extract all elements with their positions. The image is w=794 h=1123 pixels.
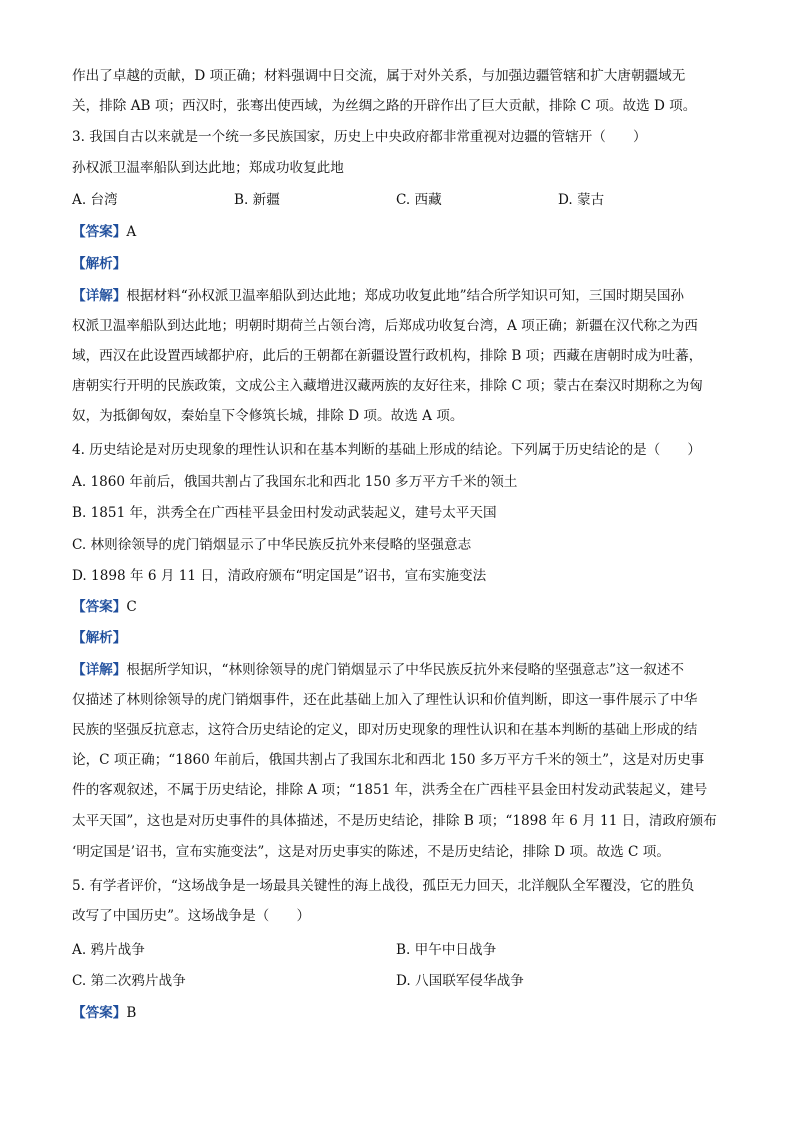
question-4-answer	[72, 597, 732, 617]
answer-label: 【答案】	[72, 1005, 127, 1021]
question-3-stem: 孙权派卫温率船队到达此地；郑成功收复此地	[72, 160, 344, 176]
question-3-detail	[72, 286, 732, 306]
question-5-stem: 5. 有学者评价，“这场战争是一场最具关键性的海上战役，孤臣无力回天，北洋舰队全军覆没，它的胜负	[72, 878, 695, 894]
question-4-detail	[72, 660, 732, 680]
question-5-option-a: A. 鸦片战争	[72, 942, 145, 958]
question-4-detail: 件的客观叙述，不属于历史结论，排除 A 项；“1851 年，洪秀全在广西桂平县金田村发动武装起义，建号	[72, 782, 708, 798]
intro-line: 关，排除 AB 项；西汉时，张骞出使西域，为丝绸之路的开辟作出了巨大贡献，排除 C 项。故选 D 项。	[72, 98, 697, 114]
answer-value: A	[126, 224, 137, 240]
question-4-detail: 仅描述了林则徐领导的虎门销烟事件，还在此基础上加入了理性认识和价值判断，即这一事件展示了中华	[72, 692, 698, 708]
answer-value: B	[126, 1005, 137, 1021]
question-5-option-c: C. 第二次鸦片战争	[72, 973, 186, 989]
question-4-stem: 4. 历史结论是对历史现象的理性认识和在基本判断的基础上形成的结论。下列属于历史结论的是（ ）	[72, 442, 702, 458]
detail-label: 【详解】	[72, 662, 127, 678]
question-4-detail: 论，C 项正确；“1860 年前后，俄国共割占了我国东北和西北 150 多万平方千米的领土”，这是对历史事	[72, 752, 705, 768]
question-5-stem: 改写了中国历史”。这场战争是（ ）	[72, 908, 311, 924]
question-3-detail: 奴，为抵御匈奴，秦始皇下令修筑长城，排除 D 项。故选 A 项。	[72, 408, 464, 424]
intro-line: 作出了卓越的贡献，D 项正确；材料强调中日交流，属于对外关系，与加强边疆管辖和扩大唐朝疆域无	[72, 68, 686, 84]
question-4-option-d: D. 1898 年 6 月 11 日，清政府颁布“明定国是”诏书，宣布实施变法	[72, 568, 487, 584]
detail-text: 根据材料“孙权派卫温率船队到达此地；郑成功收复此地”结合所学知识可知，三国时期吴国孙	[126, 288, 685, 304]
question-3-analysis	[72, 254, 732, 274]
question-3-option-d: D. 蒙古	[558, 192, 605, 208]
question-4-detail: 太平天国”，这也是对历史事件的具体描述，不是历史结论，排除 B 项；“1898 年 6 月 11 日，清政府颁布	[72, 813, 717, 829]
question-4-detail: 民族的坚强反抗意志，这符合历史结论的定义，即对历史现象的理性认识和在基本判断的基础上形成的结	[72, 722, 698, 738]
question-5-answer	[72, 1003, 732, 1023]
question-3-detail: 唐朝实行开明的民族政策，文成公主入藏增进汉藏两族的友好往来，排除 C 项；蒙古在秦汉时期称之为匈	[72, 378, 703, 394]
answer-value: C	[126, 599, 137, 615]
question-3-option-a: A. 台湾	[72, 192, 118, 208]
question-3-answer	[72, 222, 732, 242]
analysis-label: 【解析】	[72, 630, 127, 646]
question-3-stem: 3. 我国自古以来就是一个统一多民族国家，历史上中央政府都非常重视对边疆的管辖开（ ）	[72, 129, 647, 145]
question-4-option-a: A. 1860 年前后，俄国共割占了我国东北和西北 150 多万平方千米的领土	[72, 474, 518, 490]
question-5-option-d: D. 八国联军侵华战争	[396, 973, 524, 989]
question-3-detail: 域，西汉在此设置西域都护府，此后的王朝都在新疆设置行政机构，排除 B 项；西藏在唐朝时成为吐蕃，	[72, 348, 703, 364]
question-4-detail: ‘明定国是’诏书，宣布实施变法”，这是对历史事实的陈述，不是历史结论，排除 D 项。故选 C 项。	[72, 844, 670, 860]
analysis-label: 【解析】	[72, 256, 127, 272]
answer-label: 【答案】	[72, 599, 127, 615]
question-3-detail: 权派卫温率船队到达此地；明朝时期荷兰占领台湾，后郑成功收复台湾，A 项正确；新疆在汉代称之为西	[72, 318, 698, 334]
question-5-option-b: B. 甲午中日战争	[396, 942, 497, 958]
question-3-option-b: B. 新疆	[234, 192, 280, 208]
answer-label: 【答案】	[72, 224, 127, 240]
question-4-option-c: C. 林则徐领导的虎门销烟显示了中华民族反抗外来侵略的坚强意志	[72, 537, 472, 553]
question-4-analysis	[72, 628, 732, 648]
detail-label: 【详解】	[72, 288, 127, 304]
question-4-option-b: B. 1851 年，洪秀全在广西桂平县金田村发动武装起义，建号太平天国	[72, 505, 497, 521]
detail-text: 根据所学知识，“林则徐领导的虎门销烟显示了中华民族反抗外来侵略的坚强意志”这一叙述不	[126, 662, 685, 678]
question-3-option-c: C. 西藏	[396, 192, 442, 208]
